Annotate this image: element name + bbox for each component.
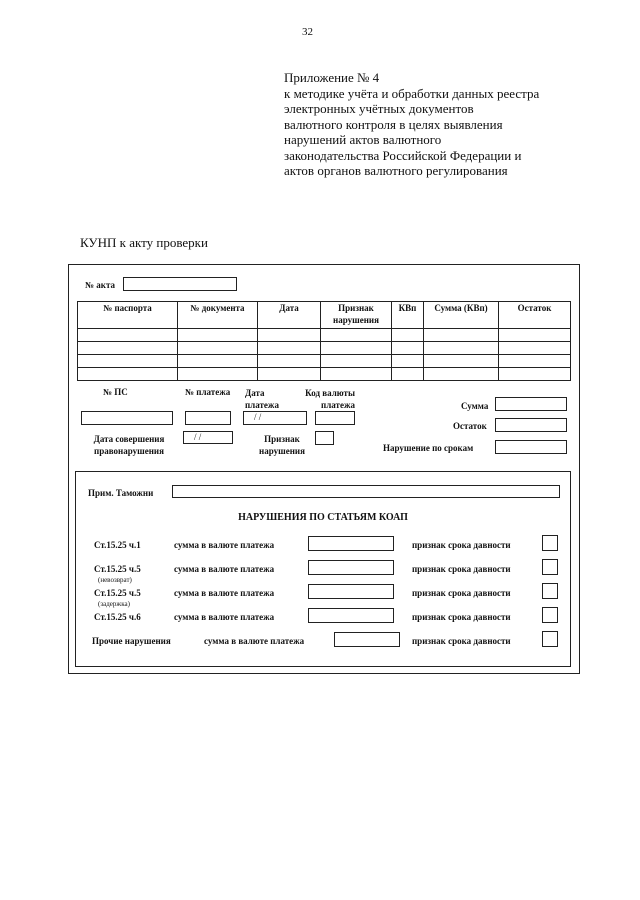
payment-date-field[interactable]: / / xyxy=(243,411,307,425)
koap-sum-label: сумма в валюте платежа xyxy=(174,540,275,550)
other-violations-label: Прочие нарушения xyxy=(92,636,171,646)
documents-table xyxy=(77,301,571,381)
term-violation-field[interactable] xyxy=(495,440,567,454)
koap-sign-label: признак срока давности xyxy=(412,588,511,598)
other-sum-field[interactable] xyxy=(334,632,400,647)
koap-article: Ст.15.25 ч.5 xyxy=(94,564,141,574)
appendix-line: законодательства Российской Федерации и xyxy=(284,147,522,163)
col-sum: Сумма (КВп) xyxy=(424,302,499,329)
sum-field[interactable] xyxy=(495,397,567,411)
col-document: № документа xyxy=(178,302,258,329)
koap-sum-label: сумма в валюте платежа xyxy=(174,612,275,622)
violation-sign-checkbox[interactable] xyxy=(315,431,334,445)
violation-sign-label: Признак нарушения xyxy=(259,434,305,456)
appendix-line: Приложение № 4 xyxy=(284,70,380,85)
remainder-label: Остаток xyxy=(453,421,487,431)
form-title: КУНП к акту проверки xyxy=(80,235,208,250)
ps-field[interactable] xyxy=(81,411,173,425)
koap-sum-field[interactable] xyxy=(308,608,394,623)
currency-code-label: Код валюты платежа xyxy=(305,388,355,410)
appendix-caption xyxy=(284,70,604,179)
act-number-field[interactable] xyxy=(123,277,237,291)
col-passport: № паспорта xyxy=(78,302,178,329)
koap-article: Ст.15.25 ч.1 xyxy=(94,540,141,550)
customs-note-field[interactable] xyxy=(172,485,560,498)
koap-sum-label: сумма в валюте платежа xyxy=(174,564,275,574)
koap-sum-field[interactable] xyxy=(308,584,394,599)
col-remainder: Остаток xyxy=(499,302,571,329)
koap-sum-field[interactable] xyxy=(308,536,394,551)
remainder-field[interactable] xyxy=(495,418,567,432)
customs-section xyxy=(75,471,571,667)
other-sign-label: признак срока давности xyxy=(412,636,511,646)
koap-sign-checkbox[interactable] xyxy=(542,535,558,551)
appendix-line: нарушений актов валютного xyxy=(284,132,442,147)
koap-sign-checkbox[interactable] xyxy=(542,559,558,575)
koap-sign-label: признак срока давности xyxy=(412,564,511,574)
appendix-line: электронных учётных документов xyxy=(284,101,474,116)
violation-date-field[interactable]: / / xyxy=(183,431,233,444)
customs-note-label: Прим. Таможни xyxy=(88,488,154,498)
koap-sign-label: признак срока давности xyxy=(412,612,511,622)
payment-date-label: Дата платежа xyxy=(245,388,279,410)
other-sign-checkbox[interactable] xyxy=(542,631,558,647)
koap-article-note: (невозврат) xyxy=(98,576,132,584)
koap-sign-label: признак срока давности xyxy=(412,540,511,550)
col-date: Дата xyxy=(258,302,321,329)
appendix-line: валютного контроля в целях выявления xyxy=(284,116,503,132)
koap-article: Ст.15.25 ч.6 xyxy=(94,612,141,622)
koap-article: Ст.15.25 ч.5 xyxy=(94,588,141,598)
payment-number-field[interactable] xyxy=(185,411,231,425)
koap-article-note: (задержка) xyxy=(98,600,130,608)
currency-code-field[interactable] xyxy=(315,411,355,425)
koap-sign-checkbox[interactable] xyxy=(542,583,558,599)
page-number: 32 xyxy=(302,26,313,38)
table-row[interactable] xyxy=(78,342,571,355)
sum-label: Сумма xyxy=(461,401,489,411)
appendix-line: актов органов валютного регулирования xyxy=(284,163,508,178)
other-sum-label: сумма в валюте платежа xyxy=(204,636,305,646)
koap-sum-field[interactable] xyxy=(308,560,394,575)
koap-sum-label: сумма в валюте платежа xyxy=(174,588,275,598)
table-header-row xyxy=(78,302,571,329)
appendix-line: к методике учёта и обработки данных реестра xyxy=(284,85,540,101)
table-row[interactable] xyxy=(78,355,571,368)
table-row[interactable] xyxy=(78,368,571,381)
col-violation-sign: Признак нарушения xyxy=(321,302,392,329)
payment-number-label: № платежа xyxy=(185,387,231,397)
koap-heading: НАРУШЕНИЯ ПО СТАТЬЯМ КОАП xyxy=(238,512,408,523)
ps-label: № ПС xyxy=(103,387,128,397)
table-row[interactable] xyxy=(78,329,571,342)
kunp-form xyxy=(68,264,580,674)
koap-sign-checkbox[interactable] xyxy=(542,607,558,623)
col-kvp: КВп xyxy=(392,302,424,329)
violation-date-label: Дата совершения правонарушения xyxy=(93,434,165,456)
act-number-label: № акта xyxy=(85,280,116,290)
term-violation-label: Нарушение по срокам xyxy=(383,443,474,453)
